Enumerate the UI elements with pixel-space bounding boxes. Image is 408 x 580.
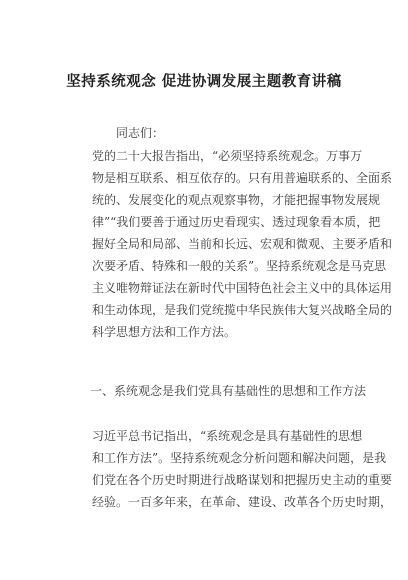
paragraph-line: 们党在各个历史时期进行战略谋划和把握历史主动的重要 <box>92 473 393 487</box>
document-title: 坚持系统观念 促进协调发展主题教育讲稿 <box>66 74 342 90</box>
salutation: 同志们： <box>116 126 165 140</box>
paragraph-line: 习近平总书记指出，“系统观念是具有基础性的思想 <box>92 429 363 443</box>
paragraph-line: 科学思想方法和工作方法。 <box>92 325 237 339</box>
paragraph-line: 物是相互联系、相互依存的。只有用普遍联系的、全面系 <box>92 171 393 185</box>
paragraph-line: 次要矛盾、特殊和一般的关系”。坚持系统观念是马克思 <box>92 259 387 273</box>
section-heading-1: 一、系统观念是我们党具有基础性的思想和工作方法 <box>90 384 367 398</box>
paragraph-line: 和工作方法”。坚持系统观念分析问题和解决问题，是我 <box>92 451 387 465</box>
paragraph-line: 律”“我们要善于通过历史看现实、透过现象看本质，把 <box>92 215 381 229</box>
paragraph-line: 经验。一百多年来，在革命、建设、改革各个历史时期， <box>92 495 393 509</box>
paragraph-line: 和生动体现，是我们党统揽中华民族伟大复兴战略全局的 <box>92 303 393 317</box>
paragraph-line: 党的二十大报告指出，“必须坚持系统观念。万事万 <box>92 149 363 163</box>
paragraph-2 <box>92 425 393 513</box>
paragraph-line: 统的、发展变化的观点观察事物，才能把握事物发展规 <box>92 193 381 207</box>
paragraph-1 <box>92 145 393 343</box>
paragraph-line: 握好全局和局部、当前和长远、宏观和微观、主要矛盾和 <box>92 237 393 251</box>
paragraph-line: 主义唯物辩证法在新时代中国特色社会主义中的具体运用 <box>92 281 393 295</box>
